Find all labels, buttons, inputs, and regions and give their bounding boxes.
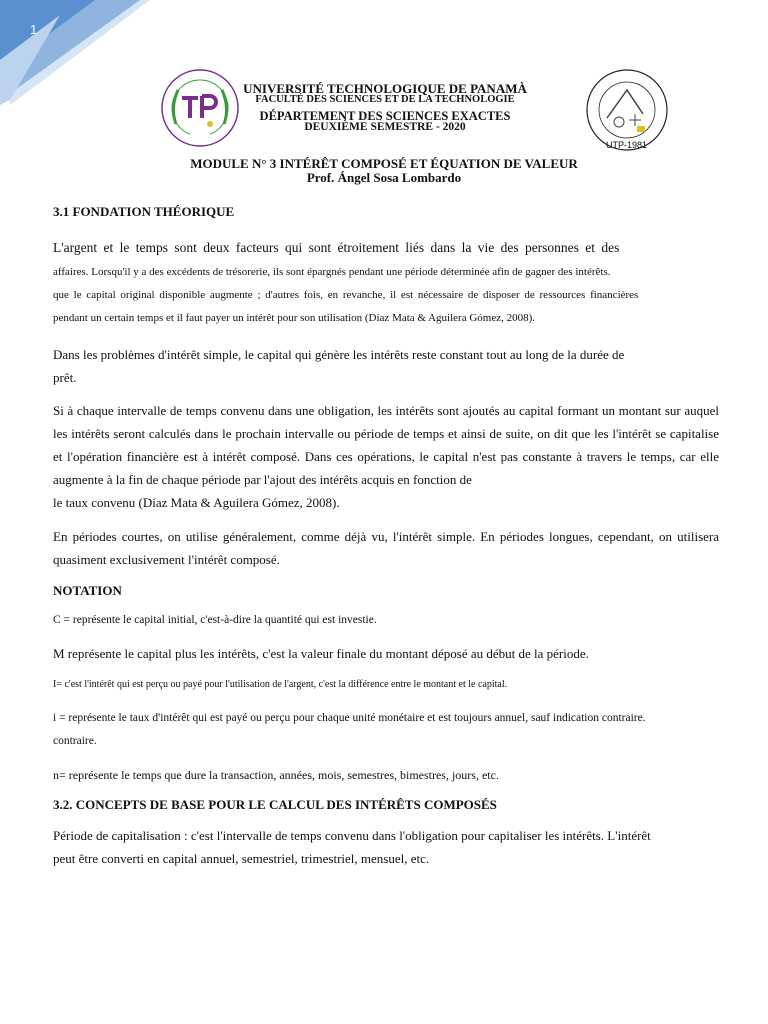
section-2-heading: 3.2. CONCEPTS DE BASE POUR LE CALCUL DES INTÉRÊTS COMPOSÉS [53,797,497,812]
document-body [53,204,719,870]
semester: DEUXIÈME SEMESTRE - 2020 [304,121,466,133]
section-1-paragraph-4: En périodes courtes, on utilise généralement, comme déjà vu, l'intérêt simple. En périodes longues, cependant, on utilisera quasiment exclusivement l'intérêt composé. [53,529,719,567]
paragraph-line: Période de capitalisation : c'est l'intervalle de temps convenu dans l'obligation pour capitaliser les intérêts. L'intérêt [53,828,651,843]
utp-logo [160,68,240,148]
paragraph-line: affaires. Lorsqu'il y a des excédents de trésorerie, ils sont épargnés pendant une période déterminée afin de gagner des intérêts. [53,266,611,278]
page-number: 1 [30,22,38,37]
paragraph-line: le taux convenu (Díaz Mata & Aguilera Gómez, 2008). [53,495,340,510]
section-1-paragraph-2 [53,343,719,389]
notation-m: M représente le capital plus les intérêts, c'est la valeur finale du montant déposé au début de la période. [53,646,589,661]
paragraph-line: L'argent et le temps sont deux facteurs qui sont étroitement liés dans la vie des personnes et des [53,240,620,255]
section-1-paragraph-1 [53,235,719,330]
paragraph-line: pendant un certain temps et il faut payer un intérêt pour son utilisation (Díaz Mata & Aguilera Gómez, 2008). [53,312,536,324]
paragraph-line: Dans les problèmes d'intérêt simple, le capital qui génère les intérêts reste constant tout au long de la durée de [53,347,625,362]
notation-c: C = représente le capital initial, c'est-à-dire la quantité qui est investie. [53,614,377,626]
paragraph-line: que le capital original disponible augmente ; d'autres fois, en revanche, il est nécessaire de disposer de ressources financières [53,289,639,301]
faculty-name: FACULTÉ DES SCIENCES ET DE LA TECHNOLOGIE [255,94,515,105]
notation-rate-end: contraire. [53,735,97,747]
faculty-logo-caption: UTP-1981 [606,140,648,150]
module-title: MODULE N° 3 INTÉRÊT COMPOSÉ ET ÉQUATION DE VALEUR [190,156,578,171]
paragraph-text: Si à chaque intervalle de temps convenu dans une obligation, les intérêts sont ajoutés au capital formant un montant sur auquel les intérêts seront calculés dans le prochain intervalle ou période de temps et ainsi de suite, on dit que les l'intérêt se capitalise et l'opération financière est à intérêt composé. Dans ces opérations, le capital n'est pas constante à travers le temps, car elle augmente à la fin de chaque période par l'ajout des intérêts acquis en fonction de [53,403,719,487]
notation-heading: NOTATION [53,583,122,598]
section-1-paragraph-3 [53,399,719,514]
professor-name: Prof. Ángel Sosa Lombardo [306,169,462,185]
department-name: DÉPARTEMENT DES SCIENCES EXACTES [259,108,511,123]
university-header [240,82,530,134]
module-title-block [0,157,768,184]
section-1-heading: 3.1 FONDATION THÉORIQUE [53,204,235,219]
section-2-paragraph-1 [53,824,719,870]
paragraph-line: peut être converti en capital annuel, semestriel, trimestriel, mensuel, etc. [53,851,430,866]
notation-n: n= représente le temps que dure la transaction, années, mois, semestres, bimestres, jours, etc. [53,768,499,782]
notation-rate-line: i = représente le taux d'intérêt qui est payé ou perçu pour chaque unité monétaire et est toujours annuel, sauf indication contraire. [53,712,646,724]
paragraph-line: prêt. [53,370,77,385]
notation-interest: I= c'est l'intérêt qui est perçu ou payé pour l'utilisation de l'argent, c'est la différence entre le montant et le capital. [53,679,508,690]
notation-rate [53,707,719,753]
corner-decoration [0,0,150,110]
university-name: UNIVERSITÉ TECHNOLOGIQUE DE PANAMÀ [243,81,527,96]
